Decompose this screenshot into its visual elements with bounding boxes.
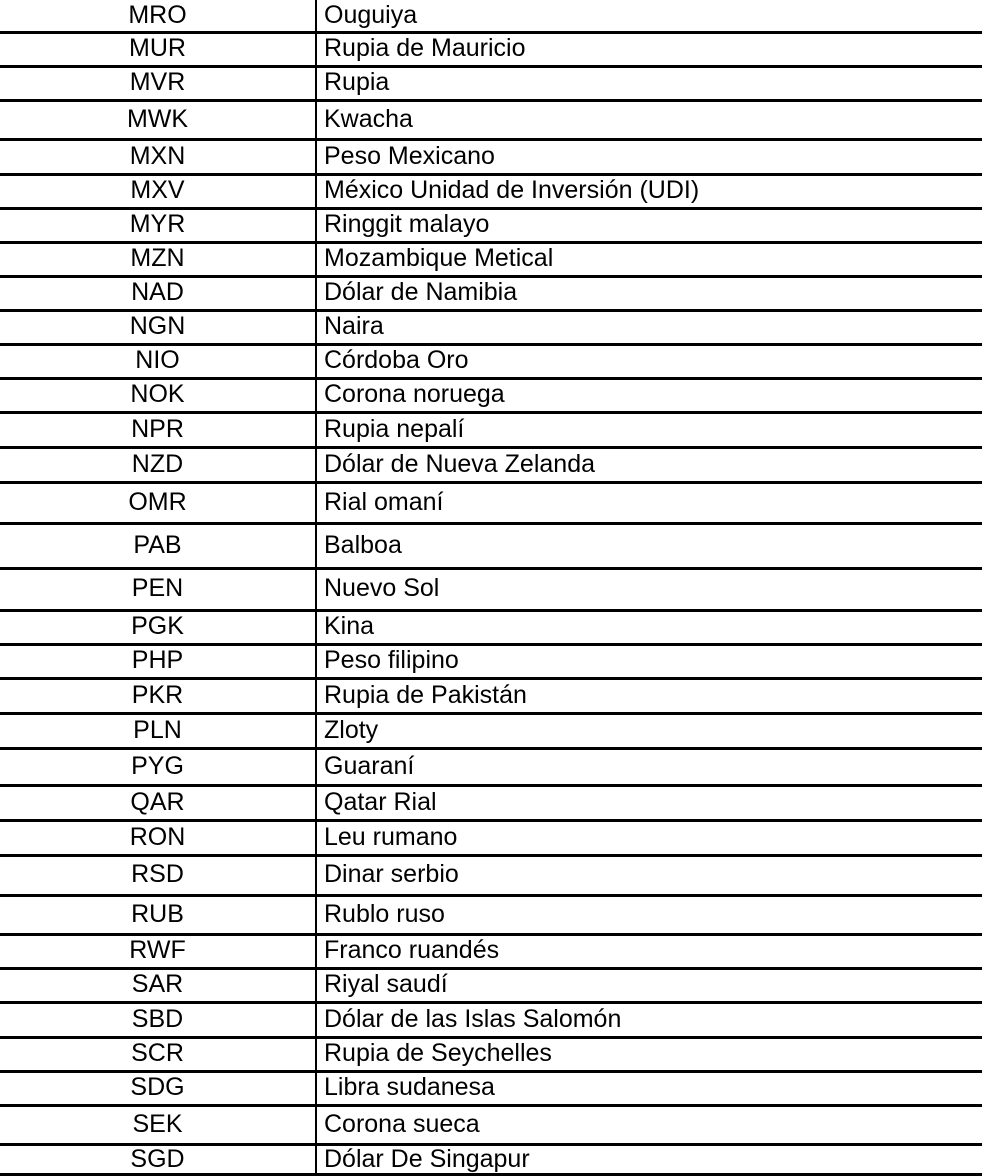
currency-name-cell: Leu rumano bbox=[324, 822, 458, 851]
currency-name-cell: Corona sueca bbox=[324, 1109, 480, 1138]
currency-code-cell: SGD bbox=[0, 1144, 316, 1175]
table-row bbox=[0, 66, 982, 100]
table-row bbox=[0, 208, 982, 242]
currency-code-cell: PKR bbox=[0, 678, 316, 713]
currency-code-cell: MXN bbox=[0, 139, 316, 174]
currency-code-cell: NOK bbox=[0, 378, 316, 412]
currency-name-cell: Dólar de Namibia bbox=[324, 278, 518, 307]
table-row bbox=[0, 0, 982, 32]
currency-name-cell: Dólar de las Islas Salomón bbox=[324, 1004, 622, 1033]
currency-name-cell: Dinar serbio bbox=[324, 860, 459, 889]
table-row bbox=[0, 1144, 982, 1175]
currency-name-cell: Peso Mexicano bbox=[324, 141, 495, 170]
currency-code-cell: NAD bbox=[0, 276, 316, 310]
table-row bbox=[0, 276, 982, 310]
currency-code-cell: SBD bbox=[0, 1002, 316, 1037]
table-row bbox=[0, 242, 982, 276]
table-row bbox=[0, 785, 982, 820]
table-row bbox=[0, 310, 982, 344]
currency-code-cell: MZN bbox=[0, 242, 316, 276]
table-row bbox=[0, 644, 982, 678]
table-row bbox=[0, 412, 982, 447]
table-row bbox=[0, 855, 982, 895]
currency-code-cell: RWF bbox=[0, 934, 316, 968]
currency-name-cell: Franco ruandés bbox=[324, 936, 500, 965]
currency-code-cell: MRO bbox=[0, 0, 316, 32]
currency-code-cell: MYR bbox=[0, 208, 316, 242]
table-row bbox=[0, 523, 982, 568]
currency-code-cell: SEK bbox=[0, 1105, 316, 1144]
currency-code-cell: MVR bbox=[0, 66, 316, 100]
table-row bbox=[0, 344, 982, 378]
table-row bbox=[0, 934, 982, 968]
currency-code-cell: SDG bbox=[0, 1071, 316, 1105]
currency-name-cell: Kina bbox=[324, 612, 375, 641]
currency-name-cell: Peso filipino bbox=[324, 646, 459, 675]
currency-code-cell: RUB bbox=[0, 895, 316, 934]
currency-name-cell: Rupia de Seychelles bbox=[324, 1039, 552, 1068]
currency-name-cell: Rupia de Pakistán bbox=[324, 680, 527, 709]
currency-code-cell: PAB bbox=[0, 523, 316, 568]
currency-name-cell: Rupia de Mauricio bbox=[324, 34, 526, 63]
currency-code-cell: NIO bbox=[0, 344, 316, 378]
currency-name-cell: Rupia nepalí bbox=[324, 414, 465, 443]
table-row bbox=[0, 1002, 982, 1037]
table-row bbox=[0, 378, 982, 412]
currency-name-cell: Rial omaní bbox=[324, 487, 444, 516]
currency-code-cell: RON bbox=[0, 820, 316, 855]
currency-name-cell: Libra sudanesa bbox=[324, 1073, 495, 1102]
currency-code-cell: QAR bbox=[0, 785, 316, 820]
table-row bbox=[0, 678, 982, 713]
currency-name-cell: Mozambique Metical bbox=[324, 244, 554, 273]
currency-name-cell: Naira bbox=[324, 312, 384, 341]
table-row bbox=[0, 820, 982, 855]
currency-name-cell: Kwacha bbox=[324, 104, 413, 133]
table-row bbox=[0, 568, 982, 610]
currency-name-cell: Rupia bbox=[324, 68, 390, 97]
currency-code-cell: PHP bbox=[0, 644, 316, 678]
table-row bbox=[0, 748, 982, 785]
table-row bbox=[0, 895, 982, 934]
currency-name-cell: Ouguiya bbox=[324, 0, 418, 29]
table-row bbox=[0, 139, 982, 174]
currency-name-cell: Corona noruega bbox=[324, 380, 505, 409]
currency-name-cell: Balboa bbox=[324, 530, 402, 559]
table-row bbox=[0, 100, 982, 139]
currency-name-cell: Nuevo Sol bbox=[324, 574, 440, 603]
currency-code-cell: RSD bbox=[0, 855, 316, 895]
table-row bbox=[0, 447, 982, 482]
currency-name-cell: México Unidad de Inversión (UDI) bbox=[324, 176, 700, 205]
currency-name-cell: Zloty bbox=[324, 715, 379, 744]
table-row bbox=[0, 610, 982, 644]
currency-code-cell: SCR bbox=[0, 1037, 316, 1071]
currency-name-cell: Córdoba Oro bbox=[324, 346, 469, 375]
currency-code-cell: SAR bbox=[0, 968, 316, 1002]
table-row bbox=[0, 968, 982, 1002]
table-row bbox=[0, 713, 982, 748]
table-row bbox=[0, 174, 982, 208]
currency-name-cell: Riyal saudí bbox=[324, 970, 448, 999]
currency-code-cell: NZD bbox=[0, 447, 316, 482]
currency-code-cell: OMR bbox=[0, 482, 316, 523]
table-row bbox=[0, 32, 982, 66]
currency-code-cell: PEN bbox=[0, 568, 316, 610]
currency-code-cell: PGK bbox=[0, 610, 316, 644]
table-row bbox=[0, 1071, 982, 1105]
currency-code-cell: MWK bbox=[0, 100, 316, 139]
table-row bbox=[0, 1037, 982, 1071]
currency-name-cell: Rublo ruso bbox=[324, 899, 445, 928]
currency-code-cell: NPR bbox=[0, 412, 316, 447]
currency-name-cell: Dólar De Singapur bbox=[324, 1144, 530, 1173]
table-row bbox=[0, 482, 982, 523]
table-row bbox=[0, 1105, 982, 1144]
currency-code-cell: PYG bbox=[0, 748, 316, 785]
currency-code-cell: PLN bbox=[0, 713, 316, 748]
currency-name-cell: Dólar de Nueva Zelanda bbox=[324, 449, 595, 478]
currency-name-cell: Ringgit malayo bbox=[324, 210, 490, 239]
currency-code-cell: MUR bbox=[0, 32, 316, 66]
currency-code-cell: NGN bbox=[0, 310, 316, 344]
currency-code-cell: MXV bbox=[0, 174, 316, 208]
currency-name-cell: Guaraní bbox=[324, 751, 415, 780]
currency-name-cell: Qatar Rial bbox=[324, 787, 437, 816]
